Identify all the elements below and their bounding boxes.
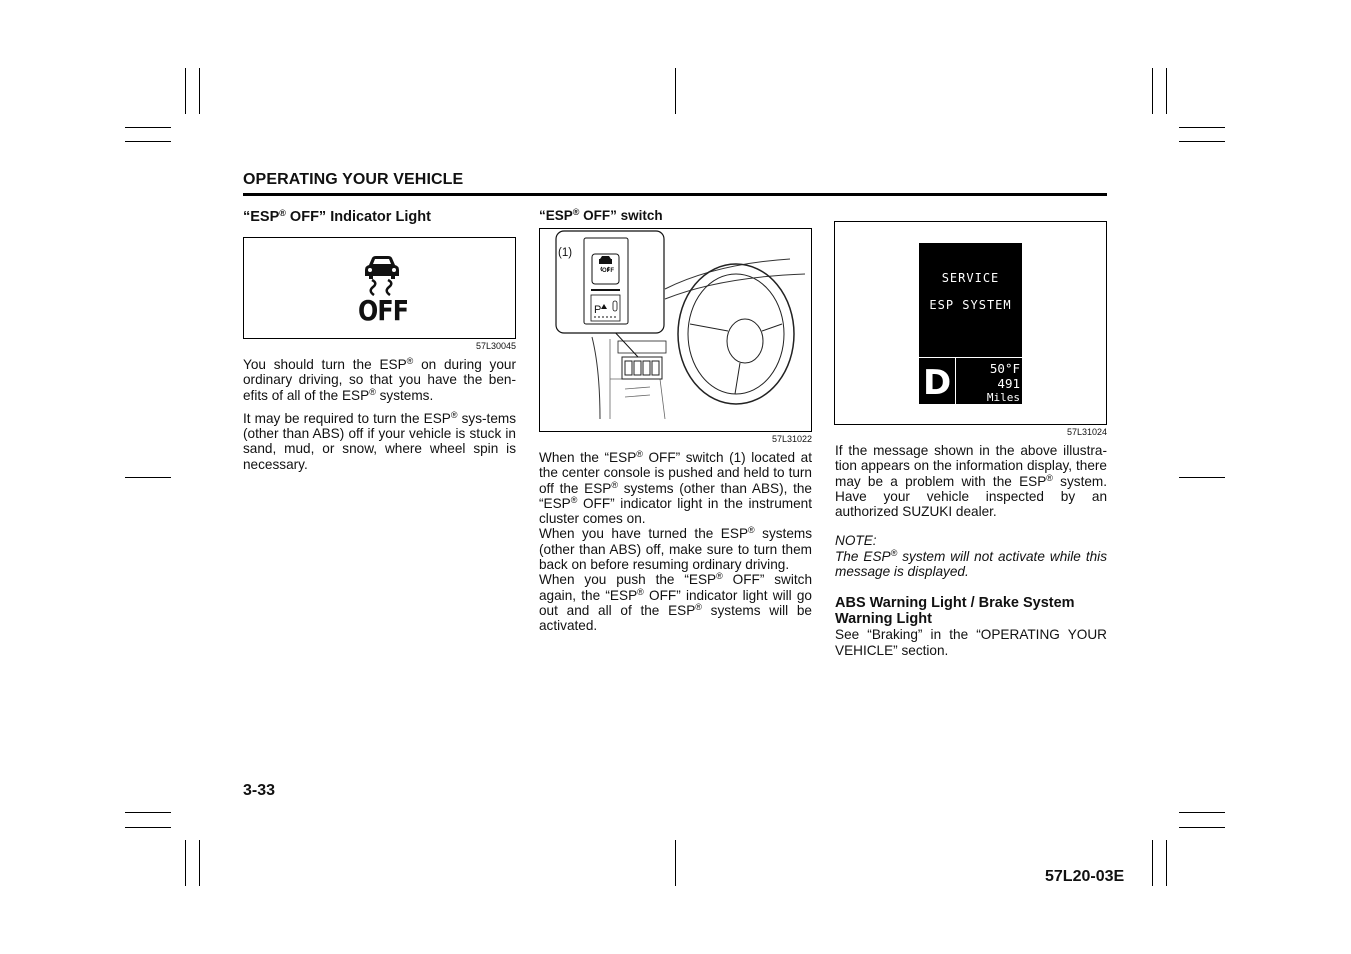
crop-mark bbox=[125, 127, 171, 128]
display-divider bbox=[955, 358, 956, 404]
crop-mark bbox=[185, 840, 186, 886]
col3-body bbox=[835, 443, 1107, 666]
crop-mark bbox=[1179, 827, 1225, 828]
crop-mark bbox=[1166, 840, 1167, 886]
crop-mark bbox=[125, 141, 171, 142]
crop-mark bbox=[1166, 68, 1167, 114]
crop-mark bbox=[125, 827, 171, 828]
document-code: 57L20-03E bbox=[1045, 868, 1125, 885]
temperature-readout: 50°F bbox=[989, 361, 1020, 376]
paragraph: When you push the “ESP® OFF” switch again, the “ESP® OFF” indicator light will go out and all of the ESP® systems will be activated. bbox=[539, 571, 813, 634]
crop-mark bbox=[1179, 141, 1225, 142]
note-text: The ESP® system will not activate while this message is displayed. bbox=[835, 547, 1108, 580]
crop-mark bbox=[1179, 812, 1225, 813]
crop-mark bbox=[675, 68, 676, 114]
col2-body bbox=[539, 450, 812, 634]
paragraph: See “Braking” in the “OPERATING YOUR VEHICLE” section. bbox=[835, 627, 1107, 658]
page-number: 3-33 bbox=[243, 782, 276, 799]
section-header: OPERATING YOUR VEHICLE bbox=[243, 171, 464, 188]
info-display bbox=[919, 243, 1022, 404]
paragraph: When the “ESP® OFF” switch (1) located at the center console is pushed and held to turn off the ESP® systems (other than ABS), the “ESP® OFF” indicator light in the instrument cluster comes on. bbox=[539, 449, 812, 527]
gear-indicator: D bbox=[923, 363, 952, 403]
distance-unit: Miles bbox=[986, 391, 1020, 404]
odometer-readout: 491 bbox=[997, 376, 1020, 391]
col1-body bbox=[243, 357, 516, 480]
header-rule bbox=[243, 193, 1107, 196]
esp-off-switch-heading: “ESP® OFF” switch bbox=[539, 207, 663, 223]
paragraph: You should turn the ESP® on during your ordinary driving, so that you have the ben-efits of all of the ESP® systems. bbox=[243, 356, 516, 403]
crop-mark bbox=[1179, 127, 1225, 128]
display-line-esp-system: ESP SYSTEM bbox=[929, 298, 1012, 312]
abs-warning-heading: ABS Warning Light / Brake System Warning Light bbox=[835, 595, 1075, 628]
off-label: OFF bbox=[358, 294, 409, 327]
figure-code: 57L31022 bbox=[771, 434, 812, 444]
note-label: NOTE: bbox=[835, 533, 877, 549]
figure-code: 57L30045 bbox=[475, 341, 516, 351]
switch-off-label: OFF bbox=[602, 268, 614, 274]
crop-mark bbox=[1152, 840, 1153, 886]
paragraph: If the message shown in the above illustra-tion appears on the information display, there may be a problem with the ESP® system. Have your vehicle inspected by an authorized SUZUKI dealer. bbox=[835, 443, 1108, 520]
crop-mark bbox=[1152, 68, 1153, 114]
display-divider bbox=[919, 357, 1022, 358]
display-line-service: SERVICE bbox=[941, 271, 1000, 285]
crop-mark bbox=[125, 477, 171, 478]
paragraph: When you have turned the ESP® systems (other than ABS) off, make sure to turn them back on before resuming ordinary driving. bbox=[539, 525, 812, 573]
esp-off-indicator-heading: “ESP® OFF” Indicator Light bbox=[243, 208, 431, 225]
car-skid-off-icon bbox=[362, 254, 402, 296]
crop-mark bbox=[185, 68, 186, 114]
paragraph: It may be required to turn the ESP® sys-tems (other than ABS) off if your vehicle is stuck in sand, mud, or snow, where wheel spin is necessary. bbox=[243, 409, 517, 472]
dashboard-illustration bbox=[540, 229, 811, 431]
crop-mark bbox=[199, 840, 200, 886]
figure-code: 57L31024 bbox=[1066, 427, 1107, 437]
svg-text:P: P bbox=[594, 304, 602, 316]
crop-mark bbox=[1179, 477, 1225, 478]
crop-mark bbox=[675, 840, 676, 886]
callout-number: (1) bbox=[558, 247, 573, 259]
crop-mark bbox=[199, 68, 200, 114]
crop-mark bbox=[125, 812, 171, 813]
